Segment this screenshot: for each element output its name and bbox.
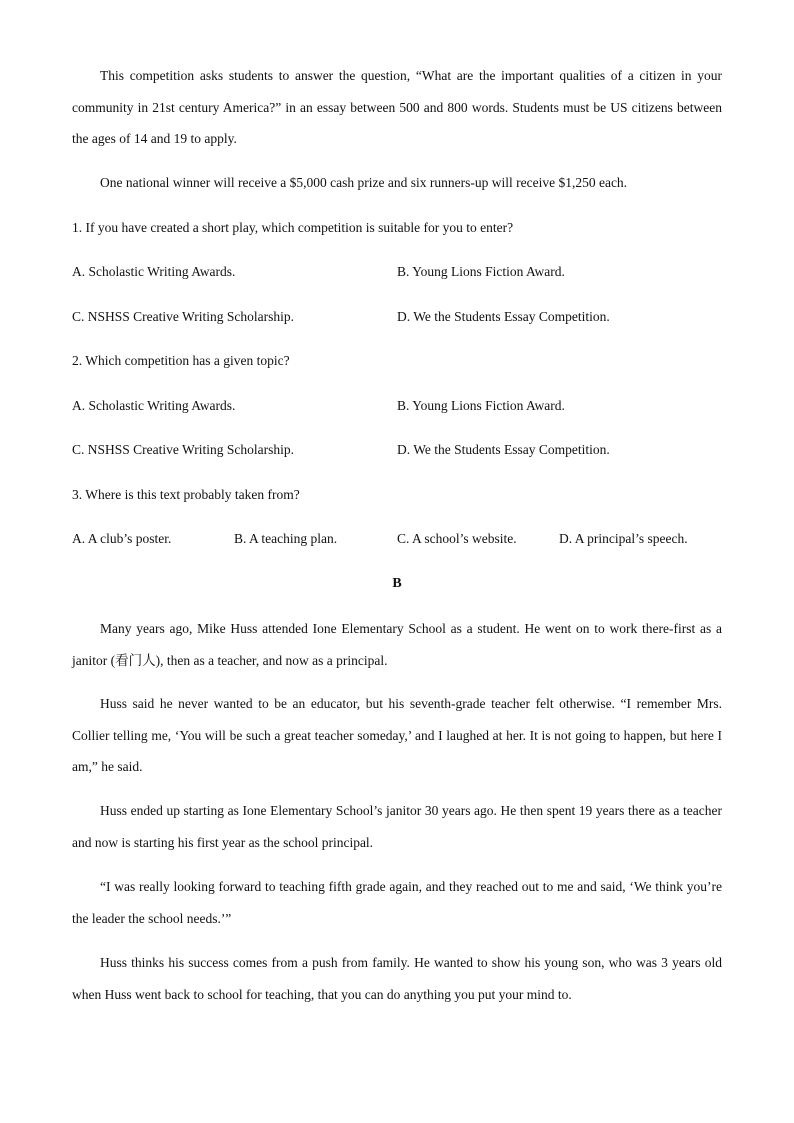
section-b-paragraph-1: Many years ago, Mike Huss attended Ione Elementary School as a student. He went on to work there-first as a janitor (看门人), then as a teacher, and now as a principal. <box>72 621 722 668</box>
section-b-paragraph-2: Huss said he never wanted to be an educator, but his seventh-grade teacher felt otherwise. “I remember Mrs. Collier telling me, ‘You will be such a great teacher someday,’ and I laughed at her. It is not going to happen, but here I am,” he said. <box>72 696 722 774</box>
question-3-option-b: B. A teaching plan. <box>234 531 338 546</box>
question-1-option-c: C. NSHSS Creative Writing Scholarship. <box>72 309 294 324</box>
question-3-option-d: D. A principal’s speech. <box>559 531 688 546</box>
passage-a-paragraph-2: One national winner will receive a $5,000 cash prize and six runners-up will receive $1,250 each. <box>100 175 628 190</box>
question-1-option-a: A. Scholastic Writing Awards. <box>72 264 236 279</box>
question-2-stem: 2. Which competition has a given topic? <box>72 353 290 368</box>
question-2-option-c: C. NSHSS Creative Writing Scholarship. <box>72 442 294 457</box>
question-3-option-a: A. A club’s poster. <box>72 531 172 546</box>
passage-a-paragraph-1: This competition asks students to answer the question, “What are the important qualities of a citizen in your community in 21st century America?” in an essay between 500 and 800 words. Students must be US citizens between the ages of 14 and 19 to apply. <box>72 68 722 146</box>
section-b-paragraph-5: Huss thinks his success comes from a push from family. He wanted to show his young son, who was 3 years old when Huss went back to school for teaching, that you can do anything you put your mind to. <box>72 955 722 1002</box>
question-1-option-d: D. We the Students Essay Competition. <box>397 309 610 324</box>
section-b-paragraph-4: “I was really looking forward to teaching fifth grade again, and they reached out to me and said, ‘We think you’re the leader the school needs.’” <box>72 879 722 926</box>
question-3-option-c: C. A school’s website. <box>397 531 517 546</box>
section-b-title: B <box>392 576 402 591</box>
section-b-paragraph-3: Huss ended up starting as Ione Elementary School’s janitor 30 years ago. He then spent 19 years there as a teacher and now is starting his first year as the school principal. <box>72 803 722 850</box>
question-2-option-d: D. We the Students Essay Competition. <box>397 442 610 457</box>
question-3-stem: 3. Where is this text probably taken from? <box>72 487 300 502</box>
question-1-option-b: B. Young Lions Fiction Award. <box>397 264 565 279</box>
question-2-option-b: B. Young Lions Fiction Award. <box>397 398 565 413</box>
question-2-option-a: A. Scholastic Writing Awards. <box>72 398 236 413</box>
question-1-stem: 1. If you have created a short play, which competition is suitable for you to enter? <box>72 220 514 235</box>
